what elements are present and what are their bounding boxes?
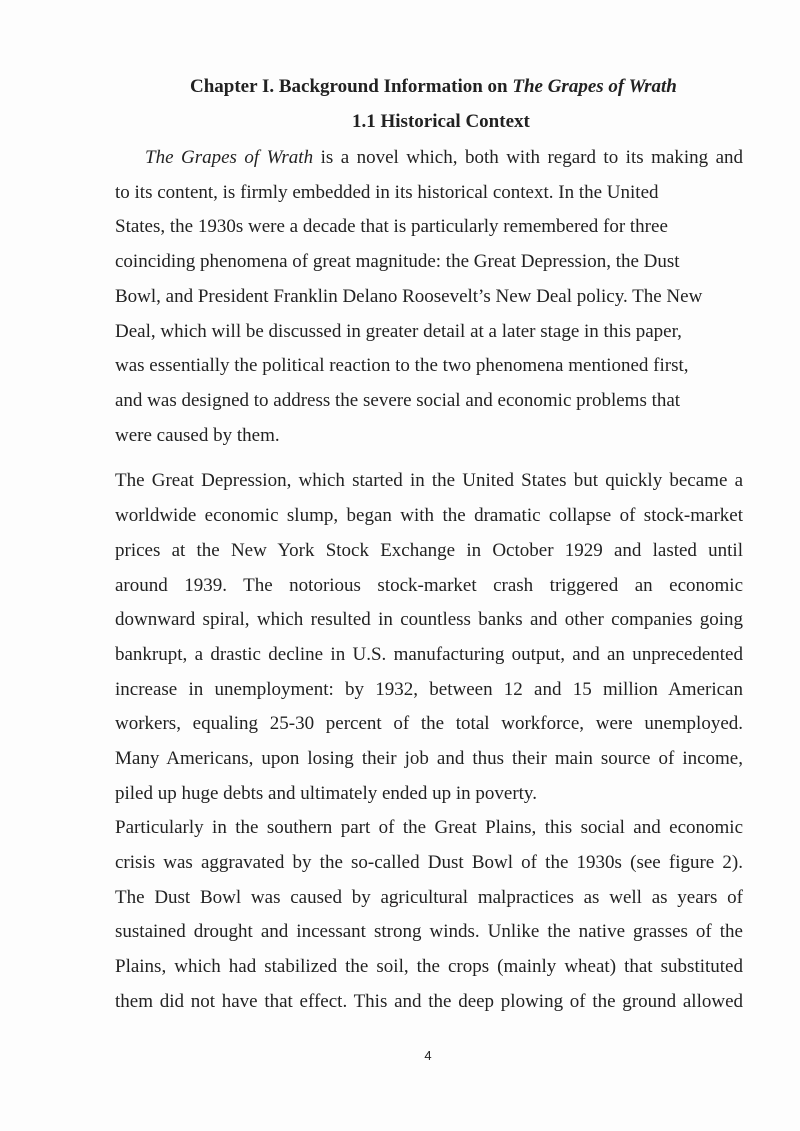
book-title-italic: The Grapes of Wrath: [145, 147, 314, 168]
chapter-title-prefix: Chapter I. Background Information on: [190, 76, 513, 97]
paragraph-line: downward spiral, which resulted in countless banks and other companies going: [115, 609, 743, 630]
paragraph-line: Particularly in the southern part of the Great Plains, this social and economic: [115, 817, 743, 838]
paragraph-line: was essentially the political reaction to the two phenomena mentioned first,: [115, 355, 689, 376]
paragraph-line: them did not have that effect. This and the deep plowing of the ground allowed: [115, 991, 743, 1012]
section-title: 1.1 Historical Context: [352, 111, 530, 132]
paragraph-line: sustained drought and incessant strong winds. Unlike the native grasses of the: [115, 921, 743, 942]
paragraph-line: increase in unemployment: by 1932, between 12 and 15 million American: [115, 679, 743, 700]
paragraph-line: Many Americans, upon losing their job and thus their main source of income,: [115, 748, 743, 769]
paragraph-line: bankrupt, a drastic decline in U.S. manufacturing output, and an unprecedented: [115, 644, 743, 665]
paragraph-line: around 1939. The notorious stock-market crash triggered an economic: [115, 575, 743, 596]
paragraph-line: States, the 1930s were a decade that is particularly remembered for three: [115, 216, 668, 237]
paragraph-line: Plains, which had stabilized the soil, the crops (mainly wheat) that substituted: [115, 956, 743, 977]
paragraph-line: prices at the New York Stock Exchange in October 1929 and lasted until: [115, 540, 743, 561]
paragraph-line: Bowl, and President Franklin Delano Roosevelt’s New Deal policy. The New: [115, 286, 703, 307]
chapter-title: [190, 76, 677, 98]
paragraph-line: crisis was aggravated by the so-called Dust Bowl of the 1930s (see figure 2).: [115, 852, 743, 873]
paragraph-line: and was designed to address the severe social and economic problems that: [115, 390, 681, 411]
paragraph-line: The Dust Bowl was caused by agricultural malpractices as well as years of: [115, 887, 743, 908]
paragraph-line: coinciding phenomena of great magnitude: the Great Depression, the Dust: [115, 251, 680, 272]
paragraph-line: The Great Depression, which started in the United States but quickly became a: [115, 470, 743, 491]
paragraph-line: Deal, which will be discussed in greater detail at a later stage in this paper,: [115, 321, 682, 342]
paragraph-line: worldwide economic slump, began with the dramatic collapse of stock-market: [115, 505, 743, 526]
page-number: 4: [424, 1048, 432, 1063]
paragraph-line: workers, equaling 25-30 percent of the total workforce, were unemployed.: [115, 713, 743, 734]
paragraph-line: The Grapes of Wrath is a novel which, both with regard to its making and: [145, 147, 743, 168]
paragraph-line: to its content, is firmly embedded in its historical context. In the United: [115, 182, 659, 203]
paragraph-line: piled up huge debts and ultimately ended up in poverty.: [115, 783, 537, 804]
chapter-title-book: The Grapes of Wrath: [512, 76, 677, 97]
paragraph-line: were caused by them.: [115, 425, 280, 446]
